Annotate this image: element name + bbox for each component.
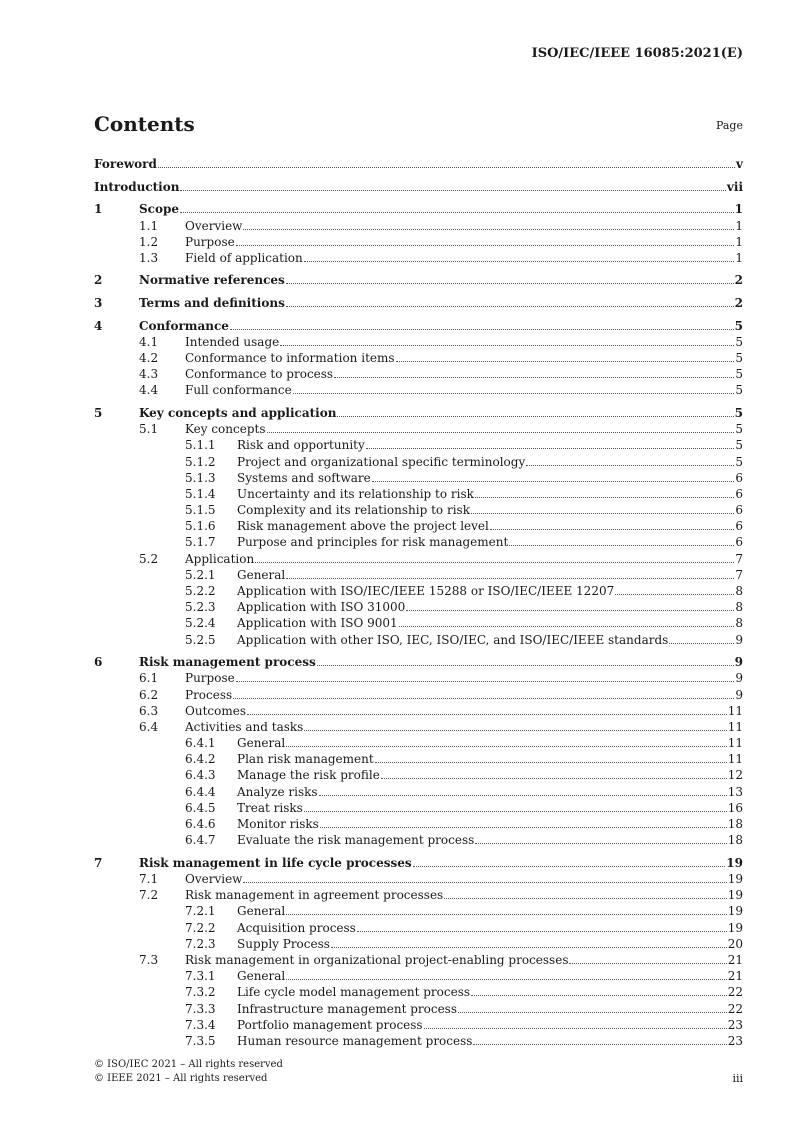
toc-entry[interactable] (94, 983, 743, 999)
toc-entry-title[interactable]: Introduction (94, 179, 180, 194)
toc-entry[interactable] (94, 517, 743, 533)
toc-dot-leader (381, 778, 727, 779)
toc-entry-page[interactable]: 18 (727, 833, 743, 848)
toc-entry-page[interactable]: 1 (734, 202, 743, 217)
toc-dot-leader (293, 393, 735, 394)
toc-entry-number: 7.3.3 (185, 1001, 216, 1016)
page-column-label: Page (715, 119, 743, 132)
toc-entry-page[interactable]: 19 (726, 855, 743, 870)
toc-dot-leader (280, 345, 734, 346)
toc-entry-page[interactable]: 5 (735, 334, 743, 349)
toc-entry-page[interactable]: 19 (727, 888, 743, 903)
toc-entry[interactable] (94, 886, 743, 902)
toc-entry-number: 5.2.1 (185, 567, 216, 582)
toc-dot-leader (509, 545, 734, 546)
toc-entry-number: 7.3 (139, 952, 159, 967)
toc-entry-title[interactable]: Risk and opportunity (237, 438, 365, 453)
toc-dot-leader (615, 594, 734, 595)
toc-entry-number: 5.1.6 (185, 519, 216, 534)
toc-entry[interactable] (94, 918, 743, 934)
page-number: iii (732, 1072, 743, 1085)
toc-entry[interactable] (94, 404, 743, 420)
toc-entry[interactable] (94, 271, 743, 287)
toc-dot-leader (304, 261, 735, 262)
toc-entry-page[interactable]: 7 (735, 551, 743, 566)
toc-entry-number: 7.2 (139, 888, 159, 903)
toc-entry-page[interactable]: 16 (727, 800, 743, 815)
toc-entry-number: 7.3.5 (185, 1033, 216, 1048)
toc-entry-title[interactable]: Field of application (185, 250, 303, 265)
toc-dot-leader (243, 882, 726, 883)
toc-entry-title[interactable]: Purpose (185, 234, 235, 249)
toc-dot-leader (319, 795, 727, 796)
toc-entry[interactable] (94, 870, 743, 886)
toc-entry-title[interactable]: General (237, 736, 286, 751)
footer-copyright (94, 1058, 283, 1086)
toc-entry-number: 6 (94, 655, 103, 670)
toc-dot-leader (458, 1012, 727, 1013)
toc-entry-number: 6.4.6 (185, 817, 216, 832)
toc-entry[interactable] (94, 501, 743, 517)
toc-entry-title[interactable]: General (237, 904, 286, 919)
toc-dot-leader (286, 746, 726, 747)
toc-dot-leader (286, 578, 734, 579)
toc-entry-title[interactable]: Process (185, 687, 233, 702)
toc-entry-page[interactable]: 6 (735, 470, 743, 485)
toc-entry[interactable] (94, 1016, 743, 1032)
toc-entry-number: 6.4.3 (185, 768, 216, 783)
toc-dot-leader (413, 866, 726, 867)
toc-entry-title[interactable]: Treat risks (237, 800, 303, 815)
toc-entry-title[interactable]: Outcomes (185, 703, 246, 718)
toc-entry[interactable] (94, 566, 743, 582)
toc-entry-page[interactable]: 6 (735, 503, 743, 518)
toc-entry-number: 7.2.1 (185, 904, 216, 919)
toc-entry-page[interactable]: 19 (727, 872, 743, 886)
toc-entry-title[interactable]: Human resource management process (237, 1033, 473, 1048)
toc-entry[interactable] (94, 178, 743, 194)
toc-entry-number: 6.4.2 (185, 752, 216, 767)
toc-dot-leader (286, 979, 726, 980)
toc-dot-leader (317, 665, 734, 666)
toc-entry-number: 5.1.4 (185, 486, 216, 501)
toc-entry-page[interactable]: 9 (735, 687, 743, 702)
toc-dot-leader (233, 698, 734, 699)
toc-entry-number: 1 (94, 202, 103, 217)
toc-entry-page[interactable]: 6 (735, 535, 743, 550)
toc-entry[interactable] (94, 294, 743, 310)
toc-entry-title[interactable]: Complexity and its relationship to risk (237, 503, 470, 518)
toc-dot-leader (490, 529, 734, 530)
toc-entry-page[interactable]: 7 (735, 567, 743, 582)
toc-dot-leader (180, 190, 725, 191)
toc-dot-leader (366, 448, 735, 449)
toc-entry[interactable] (94, 902, 743, 918)
toc-entry-page[interactable]: 9 (735, 671, 743, 686)
toc-entry[interactable] (94, 381, 743, 397)
toc-entry-page[interactable]: 1 (735, 218, 743, 233)
toc-entry-number: 7.1 (139, 872, 159, 886)
toc-entry-page[interactable]: 5 (735, 351, 743, 366)
toc-entry-page[interactable]: 18 (727, 817, 743, 832)
toc-entry-title[interactable]: General (237, 567, 286, 582)
toc-entry-number: 5.2 (139, 551, 159, 566)
toc-entry-page[interactable]: 22 (727, 985, 743, 1000)
toc-entry-page[interactable]: 5 (735, 367, 743, 382)
toc-entry-title[interactable]: Uncertainty and its relationship to risk (237, 486, 474, 501)
toc-entry-page[interactable]: vii (726, 179, 743, 194)
toc-entry-number: 1.1 (139, 218, 159, 233)
toc-entry[interactable] (94, 831, 743, 847)
toc-entry-page[interactable]: 2 (734, 296, 743, 311)
toc-dot-leader (526, 465, 734, 466)
toc-entry-number: 5.2.4 (185, 616, 216, 631)
toc-entry-title[interactable]: Life cycle model management process (237, 985, 471, 1000)
toc-entry[interactable] (94, 614, 743, 630)
toc-entry-page[interactable]: 8 (735, 616, 743, 631)
toc-entry-title[interactable]: Risk management above the project level (237, 519, 489, 534)
toc-entry-page[interactable]: 1 (735, 234, 743, 249)
toc-entry-title[interactable]: Purpose (185, 671, 235, 686)
toc-entry-number: 1.3 (139, 250, 159, 265)
toc-entry-number: 7.3.2 (185, 985, 216, 1000)
toc-entry-page[interactable]: 2 (734, 273, 743, 288)
toc-entry-title[interactable]: Project and organizational specific terminology (237, 454, 526, 469)
toc-entry-number: 7.2.3 (185, 936, 216, 951)
toc-entry-number: 7.3.1 (185, 969, 216, 984)
toc-entry-title[interactable]: Risk management in life cycle processes (139, 855, 412, 870)
toc-entry-title[interactable]: Normative references (139, 273, 285, 288)
toc-entry[interactable] (94, 951, 743, 967)
toc-dot-leader (337, 416, 733, 417)
toc-entry-title[interactable]: Application with ISO 31000 (237, 600, 406, 615)
copyright-iso-iec: © ISO/IEC 2021 – All rights reserved (94, 1059, 283, 1070)
toc-entry-title[interactable]: Application with other ISO, IEC, ISO/IEC, and ISO/IEC/IEEE standards (237, 632, 669, 647)
toc-entry-title[interactable]: Application with ISO/IEC/IEEE 15288 or ISO/IEC/IEEE 12207 (237, 584, 615, 599)
toc-entry[interactable] (94, 436, 743, 452)
toc-entry-title[interactable]: Manage the risk profile (237, 768, 380, 783)
toc-entry[interactable] (94, 799, 743, 815)
toc-entry[interactable] (94, 766, 743, 782)
toc-entry-title[interactable]: Key concepts and application (139, 405, 337, 420)
toc-entry-title[interactable]: Overview (185, 218, 243, 233)
toc-entry-number: 5.1.2 (185, 454, 216, 469)
toc-dot-leader (669, 643, 734, 644)
toc-dot-leader (180, 212, 734, 213)
toc-entry[interactable] (94, 582, 743, 598)
toc-entry-number: 5.1.5 (185, 503, 216, 518)
toc-entry-title[interactable]: General (237, 969, 286, 984)
toc-dot-leader (243, 229, 734, 230)
toc-entry-title[interactable]: Risk management in organizational project-enabling processes (185, 952, 569, 967)
toc-entry-title[interactable]: Infrastructure management process (237, 1001, 457, 1016)
toc-entry-number: 6.4 (139, 719, 159, 734)
toc-dot-leader (372, 481, 735, 482)
toc-dot-leader (286, 306, 734, 307)
toc-entry[interactable] (94, 420, 743, 436)
toc-entry-number: 5.1.1 (185, 438, 216, 453)
toc-dot-leader (475, 843, 726, 844)
toc-entry-page[interactable]: 11 (727, 719, 743, 734)
toc-dot-leader (569, 963, 726, 964)
toc-dot-leader (286, 914, 726, 915)
toc-entry[interactable] (94, 469, 743, 485)
toc-entry[interactable] (94, 967, 743, 983)
toc-entry[interactable] (94, 155, 743, 171)
toc-entry-page[interactable]: 12 (727, 768, 743, 783)
toc-entry-title[interactable]: Activities and tasks (185, 719, 304, 734)
toc-entry-number: 6.2 (139, 687, 159, 702)
toc-entry-number: 4.2 (139, 351, 159, 366)
toc-entry-title[interactable]: Conformance (139, 318, 229, 333)
toc-entry-number: 5.1 (139, 422, 159, 437)
toc-dot-leader (331, 947, 727, 948)
toc-entry-page[interactable]: 5 (734, 405, 743, 420)
toc-dot-leader (255, 562, 734, 563)
toc-entry-number: 5.1.7 (185, 535, 216, 550)
toc-entry[interactable] (94, 669, 743, 685)
toc-dot-leader (357, 931, 727, 932)
toc-entry-title[interactable]: Overview (185, 872, 243, 886)
toc-entry-page[interactable]: 5 (735, 454, 743, 469)
toc-entry[interactable] (94, 549, 743, 565)
toc-entry-title[interactable]: Risk management process (139, 655, 316, 670)
toc-entry[interactable] (94, 316, 743, 332)
toc-entry-number: 1.2 (139, 234, 159, 249)
toc-entry[interactable] (94, 200, 743, 216)
toc-dot-leader (304, 811, 727, 812)
toc-entry-page[interactable]: 5 (734, 318, 743, 333)
toc-dot-leader (230, 329, 734, 330)
toc-dot-leader (375, 762, 727, 763)
toc-entry-page[interactable]: 23 (727, 1017, 743, 1032)
toc-dot-leader (473, 1044, 726, 1045)
toc-entry[interactable] (94, 750, 743, 766)
toc-entry[interactable] (94, 349, 743, 365)
toc-entry-number: 6.4.7 (185, 833, 216, 848)
toc-entry[interactable] (94, 598, 743, 614)
toc-entry[interactable] (94, 999, 743, 1015)
toc-entry-page[interactable]: 11 (727, 736, 743, 751)
toc-entry-title[interactable]: Monitor risks (237, 817, 319, 832)
toc-entry[interactable] (94, 734, 743, 750)
toc-entry-page[interactable]: 6 (735, 486, 743, 501)
toc-entry-title[interactable]: Acquisition process (237, 920, 356, 935)
toc-entry[interactable] (94, 685, 743, 701)
toc-entry-page[interactable]: 22 (727, 1001, 743, 1016)
toc-entry[interactable] (94, 249, 743, 265)
toc-entry-title[interactable]: Portfolio management process (237, 1017, 423, 1032)
toc-entry-page[interactable]: v (736, 157, 743, 172)
toc-entry-page[interactable]: 8 (735, 584, 743, 599)
toc-entry-page[interactable]: 9 (734, 655, 743, 670)
toc-dot-leader (406, 610, 734, 611)
toc-dot-leader (267, 432, 735, 433)
toc-entry-number: 4.1 (139, 334, 159, 349)
toc-entry-number: 5.2.2 (185, 584, 216, 599)
toc-entry-number: 2 (94, 273, 103, 288)
toc-entry-title[interactable]: Risk management in agreement processes (185, 888, 444, 903)
toc-entry[interactable] (94, 854, 743, 870)
toc-entry-page[interactable]: 6 (735, 519, 743, 534)
toc-entry-page[interactable]: 20 (727, 936, 743, 951)
toc-entry-page[interactable]: 19 (727, 904, 743, 919)
toc-entry[interactable] (94, 782, 743, 798)
toc-entry-title[interactable]: Analyze risks (237, 784, 318, 799)
toc-entry-page[interactable]: 5 (735, 383, 743, 398)
toc-dot-leader (247, 714, 727, 715)
toc-dot-leader (236, 681, 735, 682)
toc-entry-page[interactable]: 21 (727, 969, 743, 984)
toc-entry-number: 4 (94, 318, 103, 333)
toc-dot-leader (444, 898, 727, 899)
toc-entry-number: 7 (94, 855, 103, 870)
toc-entry-title[interactable]: Systems and software (237, 470, 371, 485)
toc-dot-leader (399, 626, 735, 627)
toc-entry-page[interactable]: 5 (735, 438, 743, 453)
toc-dot-leader (471, 513, 734, 514)
toc-entry-page[interactable]: 5 (735, 422, 743, 437)
toc-entry[interactable] (94, 365, 743, 381)
toc-dot-leader (236, 245, 735, 246)
toc-entry-title[interactable]: Terms and definitions (139, 296, 285, 311)
toc-entry-page[interactable]: 19 (727, 920, 743, 935)
toc-entry[interactable] (94, 630, 743, 646)
toc-dot-leader (320, 827, 727, 828)
toc-entry-number: 5 (94, 405, 103, 420)
toc-entry[interactable] (94, 1032, 743, 1048)
toc-dot-leader (424, 1028, 727, 1029)
toc-dot-leader (158, 167, 735, 168)
toc-entry-number: 6.4.4 (185, 784, 216, 799)
toc-entry-title[interactable]: Intended usage (185, 334, 280, 349)
copyright-ieee: © IEEE 2021 – All rights reserved (94, 1073, 268, 1084)
toc-entry-number: 6.4.5 (185, 800, 216, 815)
toc-entry-title[interactable]: Scope (139, 202, 180, 217)
toc-entry[interactable] (94, 533, 743, 549)
toc-entry-title[interactable]: Conformance to process (185, 367, 334, 382)
toc-entry[interactable] (94, 815, 743, 831)
toc-entry-number: 5.2.3 (185, 600, 216, 615)
toc-entry-number: 6.3 (139, 703, 159, 718)
toc-entry-number: 5.2.5 (185, 632, 216, 647)
toc-entry-page[interactable]: 8 (735, 600, 743, 615)
toc-dot-leader (471, 995, 727, 996)
toc-entry-title[interactable]: Application (185, 551, 255, 566)
toc-entry[interactable] (94, 216, 743, 232)
toc-entry-page[interactable]: 23 (727, 1033, 743, 1048)
toc-entry-title[interactable]: Foreword (94, 157, 157, 172)
table-of-contents (94, 155, 743, 1048)
toc-entry-title[interactable]: Key concepts (185, 422, 266, 437)
toc-dot-leader (396, 361, 735, 362)
toc-dot-leader (475, 497, 734, 498)
toc-entry[interactable] (94, 233, 743, 249)
toc-entry[interactable] (94, 452, 743, 468)
toc-entry-title[interactable]: Plan risk management (237, 752, 374, 767)
toc-dot-leader (334, 377, 734, 378)
toc-dot-leader (304, 730, 726, 731)
toc-entry-number: 6.1 (139, 671, 159, 686)
toc-dot-leader (286, 283, 734, 284)
toc-entry-title[interactable]: Supply Process (237, 936, 330, 951)
toc-entry[interactable] (94, 718, 743, 734)
toc-entry-number: 3 (94, 296, 103, 311)
toc-entry-number: 4.3 (139, 367, 159, 382)
toc-entry[interactable] (94, 653, 743, 669)
toc-entry-number: 7.2.2 (185, 920, 216, 935)
toc-entry-title[interactable]: Conformance to information items (185, 351, 395, 366)
toc-entry-number: 6.4.1 (185, 736, 216, 751)
toc-entry-title[interactable]: Evaluate the risk management process (237, 833, 475, 848)
toc-entry-number: 7.3.4 (185, 1017, 216, 1032)
document-id: ISO/IEC/IEEE 16085:2021(E) (531, 46, 743, 61)
toc-entry-page[interactable]: 11 (727, 703, 743, 718)
toc-entry-page[interactable]: 9 (735, 632, 743, 647)
toc-entry-title[interactable]: Purpose and principles for risk management (237, 535, 509, 550)
toc-entry-title[interactable]: Full conformance (185, 383, 292, 398)
toc-entry-page[interactable]: 13 (727, 784, 743, 799)
toc-entry[interactable] (94, 702, 743, 718)
toc-entry-page[interactable]: 21 (727, 952, 743, 967)
toc-entry-page[interactable]: 1 (735, 250, 743, 265)
page-title: Contents (94, 112, 195, 136)
toc-entry[interactable] (94, 333, 743, 349)
toc-entry-page[interactable]: 11 (727, 752, 743, 767)
toc-entry-title[interactable]: Application with ISO 9001 (237, 616, 398, 631)
toc-entry-number: 5.1.3 (185, 470, 216, 485)
toc-entry[interactable] (94, 485, 743, 501)
toc-entry[interactable] (94, 935, 743, 951)
toc-entry-number: 4.4 (139, 383, 159, 398)
